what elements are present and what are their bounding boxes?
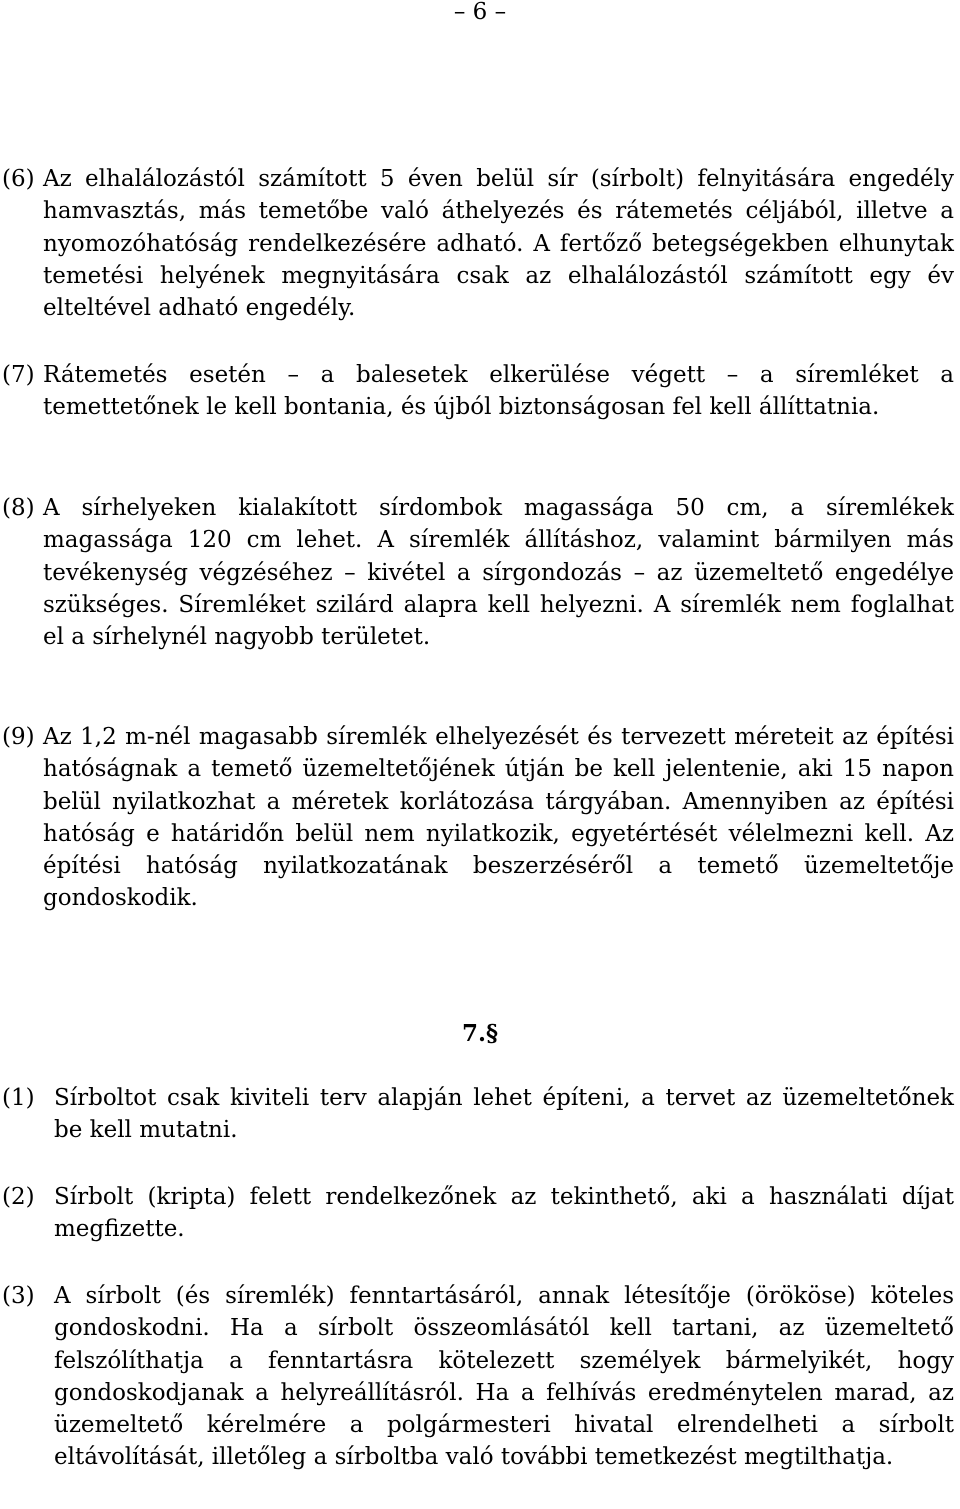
page-number: – 6 –	[453, 0, 507, 25]
paragraph-text: Az 1,2 m-nél magasabb síremlék elhelyezését és tervezett méreteit az építési hatóságnak a temető üzemeltetőjének útján be kell jelentenie, aki 15 napon belül nyilatkozhat a méretek korlátozása tárgyában. Amennyiben az építési hatóság e határidőn belül nem nyilatkozik, egyetértését vélelmezni kell. Az építési hatóság nyilatkozatának beszerzéséről a temető üzemeltetője gondoskodik.	[43, 724, 954, 912]
paragraph-number: (1)	[2, 1085, 35, 1111]
paragraph-text: A sírbolt (és síremlék) fenntartásáról, annak létesítője (örököse) köteles gondoskodni. Ha a sírbolt összeomlásától kell tartani, az üzemeltető felszólíthatja a fenntartásra kötelezett személyek bármelyikét, hogy gondoskodjanak a helyreállításról. Ha a felhívás eredménytelen marad, az üzemeltető kérelmére a polgármesteri hivatal elrendelheti a sírbolt eltávolítását, illetőleg a sírboltba való további temetkezést megtilthatja.	[54, 1283, 954, 1471]
section-heading: 7.§	[461, 1020, 499, 1047]
paragraph-number: (8)	[2, 495, 35, 521]
paragraph-text: Sírbolt (kripta) felett rendelkezőnek az tekinthető, aki a használati díjat megfizette.	[54, 1184, 954, 1243]
paragraph-number: (7)	[2, 362, 35, 388]
paragraph-number: (9)	[2, 724, 35, 750]
section7-paragraph-3	[2, 1280, 954, 1474]
paragraph-number: (3)	[2, 1283, 35, 1309]
paragraph-text: A sírhelyeken kialakított sírdombok magassága 50 cm, a síremlékek magassága 120 cm lehet. A síremlék állításhoz, valamint bármilyen más tevékenység végzéséhez – kivétel a sírgondozás – az üzemeltető engedélye szükséges. Síremléket szilárd alapra kell helyezni. A síremlék nem foglalhat el a sírhelynél nagyobb területet.	[43, 495, 954, 651]
paragraph-text: Rátemetés esetén – a balesetek elkerülése végett – a síremléket a temettetőnek le kell bontania, és újból biztonságosan fel kell állíttatnia.	[43, 362, 954, 421]
paragraph-text: Az elhalálozástól számított 5 éven belül sír (sírbolt) felnyitására engedély hamvasztás, más temetőbe való áthelyezés és rátemetés céljából, illetve a nyomozóhatóság rendelkezésére adható. A fertőző betegségekben elhunytak temetési helyének megnyitására csak az elhalálozástól számított egy év elteltével adható engedély.	[43, 166, 954, 322]
paragraph-6	[2, 163, 954, 324]
paragraph-9	[2, 721, 954, 915]
paragraph-8	[2, 492, 954, 653]
section7-paragraph-1	[2, 1082, 954, 1147]
paragraph-7	[2, 359, 954, 424]
paragraph-number: (2)	[2, 1184, 35, 1210]
paragraph-text: Sírboltot csak kiviteli terv alapján lehet építeni, a tervet az üzemeltetőnek be kell mutatni.	[54, 1085, 954, 1144]
section7-paragraph-2	[2, 1181, 954, 1246]
paragraph-number: (6)	[2, 166, 35, 192]
